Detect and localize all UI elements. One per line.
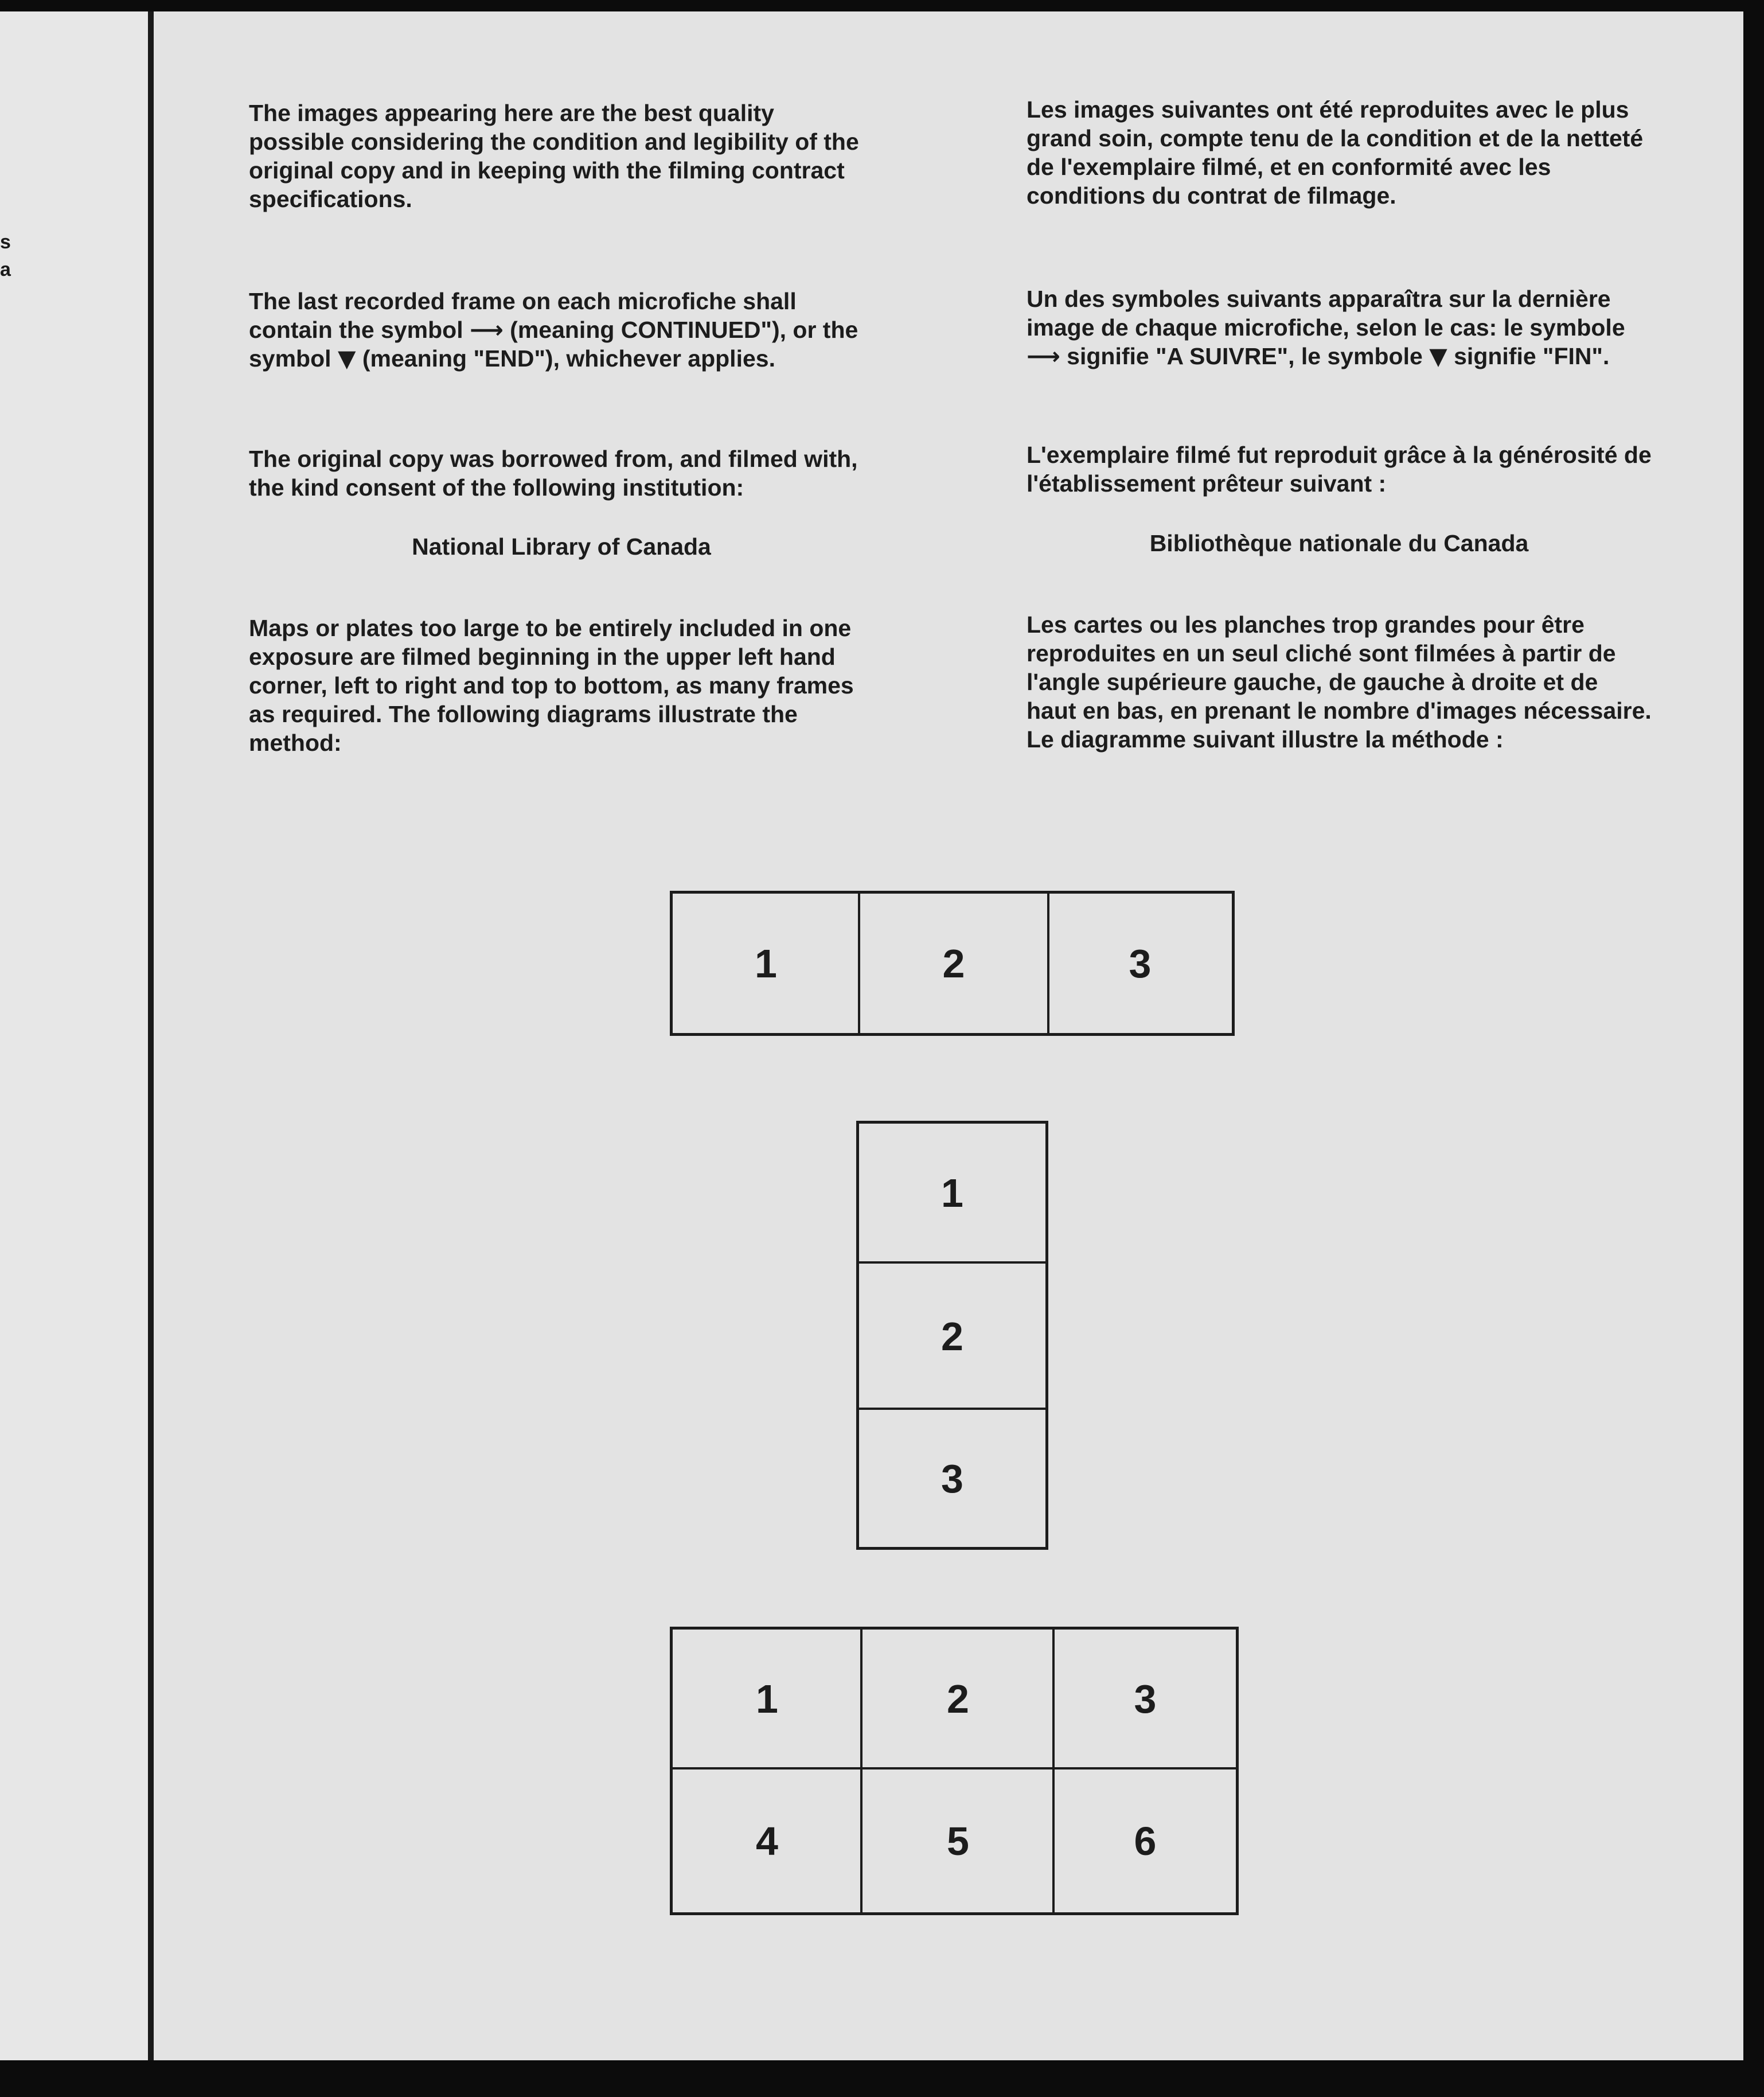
triangle-down-icon: ▼ bbox=[337, 345, 356, 372]
diagram-cell: 3 bbox=[941, 1456, 963, 1501]
diagram-row bbox=[670, 891, 1235, 1036]
frame-divider bbox=[148, 11, 154, 2060]
english-symbols-text: (meaning "END"), whichever applies. bbox=[356, 345, 775, 372]
diagram-cell: 1 bbox=[941, 1171, 963, 1215]
diagram-cell: 2 bbox=[947, 1677, 969, 1721]
french-institution-paragraph: L'exemplaire filmé fut reproduit grâce à la générosité de l'établissement prêteur suivant : bbox=[1027, 442, 1652, 497]
triangle-down-icon: ▼ bbox=[1429, 342, 1447, 370]
french-symbols-text: signifie "A SUIVRE", le symbole bbox=[1060, 343, 1430, 369]
french-institution-name: Bibliothèque nationale du Canada bbox=[1149, 530, 1529, 556]
diagram-cell: 5 bbox=[947, 1818, 969, 1864]
french-symbols-text: signifie "FIN". bbox=[1447, 343, 1610, 369]
diagram-cell: 2 bbox=[941, 1313, 963, 1359]
diagram-cell: 2 bbox=[942, 941, 965, 986]
french-symbols-text: Un des symboles suivants apparaîtra sur la dernière image de chaque microfiche, selon le cas: le symbole bbox=[1027, 286, 1625, 341]
arrow-icon: ⟶ bbox=[1027, 342, 1060, 370]
english-maps-paragraph: Maps or plates too large to be entirely included in one exposure are filmed beginning in the upper left hand corner, left to right and top to bottom, as many frames as required. The following diagrams illustrate the method: bbox=[249, 615, 854, 756]
diagram-cell: 6 bbox=[1134, 1818, 1157, 1864]
diagram-cell: 4 bbox=[756, 1818, 778, 1864]
diagram-cell: 1 bbox=[756, 1677, 778, 1721]
french-maps-paragraph: Les cartes ou les planches trop grandes pour être reproduites en un seul cliché sont filmées à partir de l'angle supérieure gauche, de gauche à droite et de haut en bas, en prenant le nombre d'images nécessaire. Le diagramme suivant illustre la méthode : bbox=[1027, 611, 1652, 753]
english-institution-name: National Library of Canada bbox=[412, 533, 711, 560]
french-symbols-paragraph bbox=[1027, 284, 1652, 371]
previous-frame-strip bbox=[0, 0, 148, 2060]
diagram-grid bbox=[670, 1627, 1239, 1915]
edge-text-fragment bbox=[0, 228, 17, 283]
diagram-cell: 1 bbox=[755, 941, 777, 986]
edge-letter: a bbox=[0, 259, 11, 280]
english-institution-paragraph: The original copy was borrowed from, and filmed with, the kind consent of the following institution: bbox=[249, 446, 858, 501]
english-quality-paragraph: The images appearing here are the best quality possible considering the condition and legibility of the original copy and in keeping with the filming contract specifications. bbox=[249, 100, 859, 212]
diagram-cell: 3 bbox=[1134, 1677, 1157, 1721]
edge-letter: s bbox=[0, 231, 11, 253]
film-border-top bbox=[0, 0, 1764, 11]
diagram-cell: 3 bbox=[1129, 941, 1152, 986]
diagram-column bbox=[856, 1121, 1048, 1550]
english-symbols-text: (meaning CONTINUED"), or the symbol bbox=[249, 317, 858, 372]
english-symbols-paragraph bbox=[249, 287, 874, 373]
english-symbols-text: The last recorded frame on each microfiche shall contain the symbol bbox=[249, 288, 797, 343]
arrow-icon: ⟶ bbox=[470, 316, 504, 344]
french-quality-paragraph: Les images suivantes ont été reproduites avec le plus grand soin, compte tenu de la condition et de la netteté de l'exemplaire filmé, et en conformité avec les conditions du contrat de filmage. bbox=[1027, 96, 1644, 209]
